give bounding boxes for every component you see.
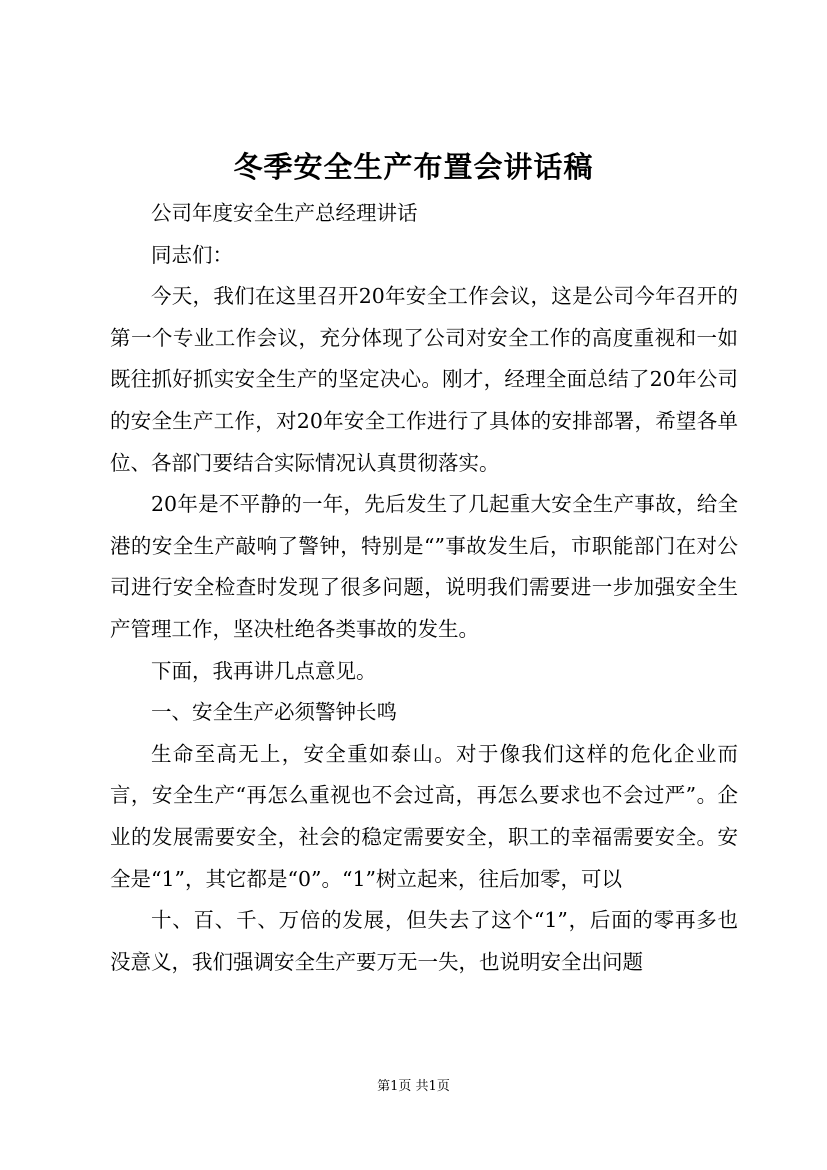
paragraph-transition: 下面，我再讲几点意见。 xyxy=(151,658,377,683)
section-heading-1: 一、安全生产必须警钟长鸣 xyxy=(151,700,397,725)
paragraph-section-1-continued: 十、百、千、万倍的发展，但失去了这个“1”，后面的零再多也没意义，我们强调安全生产要万无一失，也说明安全出问题 xyxy=(110,908,738,974)
document-body xyxy=(110,193,738,983)
paragraph-background: 20年是不平静的一年，先后发生了几起重大安全生产事故，给全港的安全生产敲响了警钟，特别是“”事故发生后，市职能部门在对公司进行安全检查时发现了很多问题，说明我们需要进一步加强安全生产管理工作，坚决杜绝各类事故的发生。 xyxy=(110,492,738,641)
paragraph-opening: 今天，我们在这里召开20年安全工作会议，这是公司今年召开的第一个专业工作会议，充分体现了公司对安全工作的高度重视和一如既往抓好抓实安全生产的坚定决心。刚才，经理全面总结了20年公司的安全生产工作，对20年安全工作进行了具体的安排部署，希望各单位、各部门要结合实际情况认真贯彻落实。 xyxy=(110,284,738,475)
paragraph-subtitle: 公司年度安全生产总经理讲话 xyxy=(151,201,418,225)
paragraph-section-1-body: 生命至高无上，安全重如泰山。对于像我们这样的危化企业而言，安全生产“再怎么重视也不会过高，再怎么要求也不会过严”。企业的发展需要安全，社会的稳定需要安全，职工的幸福需要安全。安全是“1”，其它都是“0”。“1”树立起来，往后加零，可以 xyxy=(110,741,738,891)
paragraph-salutation: 同志们： xyxy=(151,242,233,267)
page-number-footer: 第1页 共1页 xyxy=(377,1079,450,1094)
document-title: 冬季安全生产布置会讲话稿 xyxy=(233,150,594,184)
